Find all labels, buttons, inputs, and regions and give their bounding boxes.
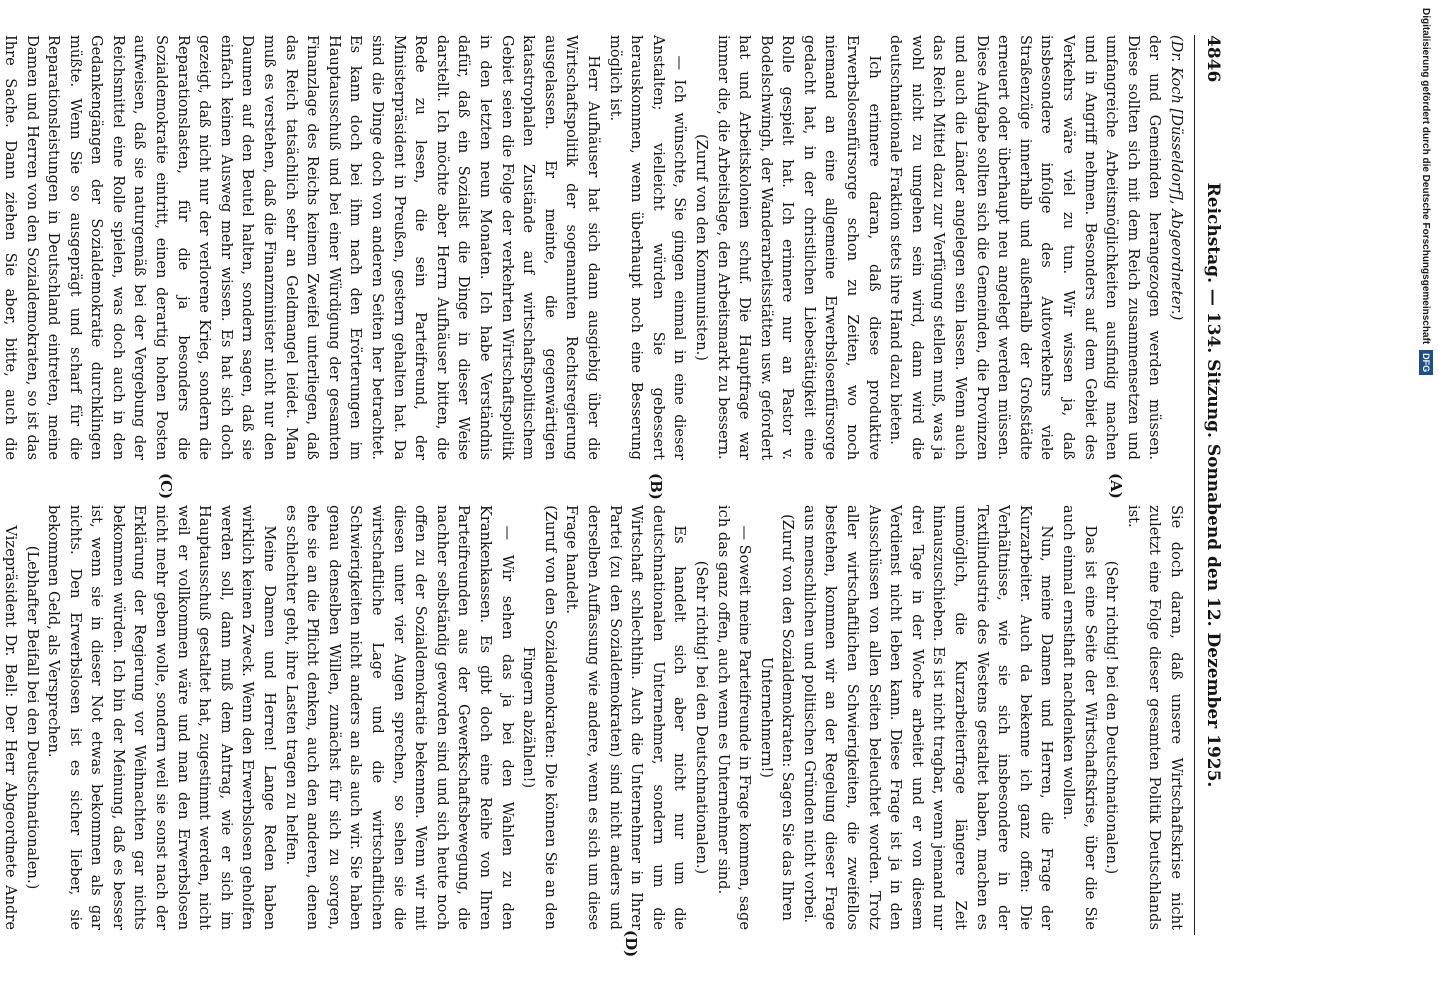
paragraph: Das ist eine Seite der Wirtschaftskrise, über die Sie auch einmal ernsthaft nachdenken wollen. bbox=[1060, 505, 1099, 930]
margin-marker-d: (D) bbox=[622, 930, 640, 958]
speaker-continuation: (Dr. Koch [Düsseldorf], Abgeordneter.) bbox=[1168, 35, 1185, 321]
paragraph: Sie doch daran, daß unsere Wirtschaftskrise nicht zuletzt eine Folge dieser gesamten Politik Deutschlands ist. bbox=[1124, 505, 1185, 930]
digitization-notice: Digitalisierung gefördert durch die Deutsche Forschungsgemeinschaft bbox=[1420, 8, 1432, 345]
paragraph: Es handelt sich aber nicht nur um die deutschnationalen Unternehmer, sondern um die Wirtschaft schlechthin. Auch die Unternehmer in Ihrer Partei (zu den Sozialdemokraten) sind nicht anders und derselben Auffassung wie andere, wenn es sich um diese Frage handelt. bbox=[563, 505, 689, 930]
interjection: (Zuruf von den Sozialdemokraten: Die können Sie an den Fingern abzählen!) bbox=[520, 505, 559, 930]
session-title: Reichstag. — 134. Sitzung. Sonnabend den 12. Dezember 1925. bbox=[1203, 182, 1223, 788]
paragraph: — Ich wünschte, Sie gingen einmal in eine dieser Anstalten; vielleicht würden Sie gebessert herauskommen, wenn überhaupt noch eine Besserung möglich ist. bbox=[606, 35, 689, 460]
interjection: (Sehr richtig! bei den Deutschnationalen.) bbox=[692, 560, 710, 875]
interjection: (Sehr richtig! bei den Deutschnationalen.) bbox=[1103, 560, 1121, 875]
margin-marker-b: (B) bbox=[647, 473, 665, 500]
paragraph: Nun, meine Damen und Herren, die Frage der Kurzarbeiter. Auch da bekenne ich ganz offen: Die Verhältnisse, wie sie sich insbesondere in der Textilindustrie des Westens gestaltet haben, machen es unmöglich, die Kurzarbeiterfrage längere Zeit hinauszuschieben. Es ist nicht tragbar, wenn jemand nur drei Tage in der Woche arbeitet und er von diesem Verdienst nicht leben kann. Diese Frage ist ja in den Ausschüssen von allen Seiten beleuchtet worden. Trotz aller wirtschaftlichen Schwierigkeiten, die zweifellos bestehen, kommen wir an der Regelung dieser Frage aus menschlichen und politischen Gründen nicht vorbei. bbox=[800, 505, 1056, 930]
dfg-logo: DFG bbox=[1419, 350, 1433, 375]
left-column bbox=[1, 35, 1187, 460]
paragraph: der und Gemeinden herangezogen werden müssen. Diese sollten sich mit dem Reich zusammensetzen und umfangreiche Arbeitsmöglichkeiten ausfindig machen und in Angriff nehmen. Besonders auf dem Gebiet des Verkehrs wäre viel zu tun. Wir wissen ja, daß insbesondere infolge des Autoverkehrs viele Straßenzüge innerhalb und außerhalb der Großstädte erneuert oder überhaupt neu angelegt werden müssen. Diese Aufgabe sollten sich die Gemeinden, die Provinzen und auch die Länder angelegen sein lassen. Wenn auch das Reich Mittel dazu zur Verfügung stellen muß, was ja wohl nicht zu umgehen sein wird, dann wird die deutschnationale Fraktion stets ihre Hand dazu bieten. bbox=[887, 35, 1164, 460]
interjection: (Zuruf von den Sozialdemokraten: Sagen Sie das Ihren Unternehmern!) bbox=[757, 514, 797, 921]
margin-marker-c: (C) bbox=[157, 473, 175, 500]
paragraph: — Soweit meine Parteifreunde in Frage kommen, sage ich das ganz offen, auch wenn es Unternehmer sind. bbox=[714, 505, 754, 930]
paragraph: Ich erinnere daran, daß diese produktive Erwerbslosenfürsorge schon zu Zeiten, wo noch niemand an eine allgemeine Erwerbslosenfürsorge gedacht hat, in der christlichen Liebestätigkeit eine Rolle gespielt hat. Ich erinnere nur an Pastor v. Bodelschwingh, der Wanderarbeitsstätten usw. gefordert hat und Arbeitskolonien schuf. Die Hauptfrage war immer die, die Arbeitslage, den Arbeitsmarkt zu bessern. bbox=[714, 35, 883, 460]
interjection: (Zuruf von den Kommunisten.) bbox=[692, 134, 710, 361]
digitization-sidebar bbox=[1418, 8, 1438, 998]
interjection: (Lebhafter Beifall bei den Deutschnationalen.) bbox=[23, 545, 41, 890]
paragraph: Herr Aufhäuser hat sich dann ausgiebig über die Wirtschaftspolitik der sogenannten Rechtsregierung ausgelassen. Er meinte, die gegenwärtigen katastrophalen Zustände auf wirtschaftspolitischem Gebiet seien die Folge der verkehrten Wirtschaftspolitik in den letzten neun Monaten. Ich habe Verständnis dafür, daß ein Sozialist die Dinge in dieser Weise darstellt. Ich möchte aber Herrn Aufhäuser bitten, die Rede zu lesen, die sein Parteifreund, der Ministerpräsident in Preußen, gestern gehalten hat. Da sind die Dinge doch von anderen Seiten her betrachtet. Es kann doch bei ihm nach den Erörterungen im Hauptausschuß und bei einer Würdigung der gesamten Finanzlage des Reichs keinem Zweifel unterliegen, daß das Reich tatsächlich sehr an Geldmangel leidet. Man muß es verstehen, daß die Finanzminister nicht nur den Daumen auf den Beutel halten, sondern sagen, daß sie einfach keinen Ausweg mehr wissen. Es hat sich doch gezeigt, daß nicht nur der verlorene Krieg, sondern die Reparationslasten, für die ja besonders die Sozialdemokratie eintritt, einen derartig hohen Posten aufweisen, daß sie naturgemäß bei der Vergebung der Reichsmittel eine Rolle spielen, was doch auch in den Gedankengängen der Sozialdemokratie durchklingen müßte. Wenn Sie so ausgeprägt und scharf für die Reparationsleistungen in Deutschland eintreten, meine Damen und Herren von den Sozialdemokraten, so ist das Ihre Sache. Dann ziehen Sie aber, bitte, auch die bbox=[1, 35, 602, 460]
scanned-page bbox=[1, 35, 1225, 958]
paragraph: — Wir sehen das ja bei den Wahlen zu den Krankenkassen. Es gibt doch eine Reihe von Ihren Parteifreunden aus der Gewerkschaftsbewegung, die nachher selbständig geworden sind und sich heute noch offen zu der Sozialdemokratie bekennen. Wenn wir mit diesen unter vier Augen sprechen, so sehen sie die wirtschaftliche Lage und die wirtschaftlichen Schwierigkeiten nicht anders an als auch wir. Sie haben genau denselben Willen, zunächst für sich zu sorgen, ehe sie an die Pflicht denken, auch den anderen, denen es schlechter geht, ihre Lasten tragen zu helfen. bbox=[282, 505, 516, 930]
right-column bbox=[1, 505, 1187, 930]
header-rule bbox=[1194, 35, 1195, 935]
paragraph: Vizepräsident Dr. Bell: Der Herr Abgeordnete Andre bbox=[1, 525, 19, 930]
paragraph: Meine Damen und Herren! Lange Reden haben wirklich keinen Zweck. Wenn den Erwerbslosen geholfen werden soll, dann muß dem Antrag, wie er sich im Hauptausschuß gestaltet hat, zugestimmt werden, nicht weil er vollkommen wäre und man den Erwerbslosen nicht mehr geben wolle, sondern weil sie sonst nach der Erklärung der Regierung vor Weihnachten gar nichts bekommen würden. Ich bin der Meinung, daß es besser ist, wenn sie in dieser Not etwas bekommen als gar nichts. Den Erwerbslosen ist es sicher lieber, sie bekommen Geld, als Versprechen. bbox=[45, 505, 279, 930]
page-header bbox=[1197, 35, 1225, 935]
page-number: 4846 bbox=[1203, 35, 1223, 83]
margin-marker-a: (A) bbox=[1107, 473, 1125, 499]
